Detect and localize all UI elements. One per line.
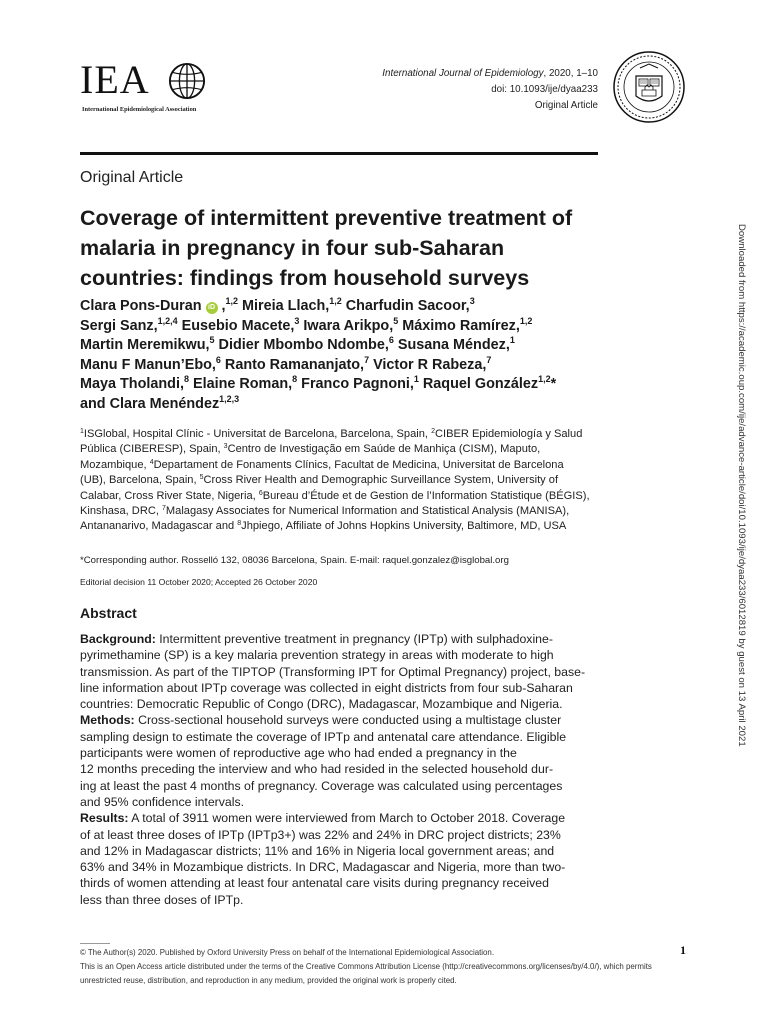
download-notice [733, 224, 747, 804]
affiliation-marker: 1,2,3 [219, 393, 240, 404]
corresponding-author: *Corresponding author. Rosselló 132, 08036 Barcelona, Spain. E-mail: raquel.gonzalez@isglobal.org [80, 555, 509, 566]
text-run: Centro de Investigação em Saúde de Manhiça (CISM), Maputo, [227, 443, 541, 456]
abstract-line [80, 680, 602, 696]
text-run: Raquel González [418, 376, 539, 393]
affiliation-marker: 7 [486, 354, 492, 365]
iea-logo [80, 57, 220, 120]
text-run: A total of 3911 women were interviewed from March to October 2018. Coverage [128, 811, 566, 826]
abstract-heading: Abstract [80, 605, 137, 621]
text-run: transmission. As part of the TIPTOP (Transforming IPT for Optimal Pregnancy) project, base- [80, 664, 586, 679]
text-run: Martin Meremikwu, [80, 337, 210, 354]
text-run: Franco Pagnoni, [297, 376, 414, 393]
abstract-line [80, 892, 602, 908]
text-run: countries: Democratic Republic of Congo (DRC), Madagascar, Mozambique and Nigeria. [80, 697, 563, 712]
journal-seal-icon [612, 50, 686, 124]
affiliation-marker: 2 [431, 428, 435, 435]
affiliation-marker: 1,2 [225, 296, 239, 306]
abstract-line [80, 664, 602, 680]
abstract-line [80, 843, 602, 859]
affiliation-line [80, 427, 602, 442]
text-run: Ranto Ramananjato, [220, 356, 365, 373]
abstract-line [80, 647, 602, 663]
article-type: Original Article [80, 169, 184, 186]
text-run: Antananarivo, Madagascar and [80, 520, 238, 533]
abstract-line [80, 745, 602, 761]
text-run: Charfudin Sacoor, [341, 298, 470, 314]
affiliation-marker: 1 [80, 428, 84, 435]
affiliation-marker: 3 [294, 315, 300, 326]
article-title: Coverage of intermittent preventive treatment of malaria in pregnancy in four sub-Saharan countries: findings from household surveys [80, 206, 573, 290]
text-run: Victor R Rabeza, [369, 356, 487, 373]
abstract-line [80, 794, 602, 810]
affiliation-marker: 3 [223, 443, 228, 451]
journal-name: International Journal of Epidemiology [382, 68, 544, 79]
affiliation-marker: 4 [149, 458, 154, 466]
affiliation-line [80, 519, 602, 534]
logo-text: IEA [80, 57, 150, 102]
text-run: 63% and 34% in Mozambique districts. In DRC, Madagascar and Nigeria, more than two- [80, 860, 566, 875]
text-run: Maya Tholandi, [80, 376, 184, 393]
logo-subtitle: International Epidemiological Association [82, 106, 197, 113]
article-type-header: Original Article [534, 100, 598, 111]
download-notice-text: Downloaded from https://academic.oup.com/ije/advance-article/doi/10.1093/ije/dyaa233/6012819 by guest on 13 April 2021 [736, 224, 747, 747]
text-run: Cross River Health and Demographic Surveillance System, University of [203, 474, 559, 487]
text-run: Sergi Sanz, [80, 317, 158, 334]
section-label: Results: [80, 811, 129, 826]
text-run: and 95% confidence intervals. [80, 794, 245, 809]
header-rule [80, 152, 598, 155]
text-run: less than three doses of IPTp. [80, 892, 244, 907]
affiliation-marker: 1,2 [538, 374, 551, 385]
text-run: Malagasy Associates for Numerical Information and Statistical Analysis (MANISA), [165, 505, 570, 518]
globe-icon [168, 62, 206, 100]
journal-year-pages: , 2020, 1–10 [543, 68, 598, 79]
affiliation-line [80, 442, 602, 457]
text-run: Eusebio Macete, [177, 317, 295, 334]
text-run: Jhpiego, Affiliate of Johns Hopkins University, Baltimore, MD, USA [241, 520, 567, 533]
text-run: , [217, 298, 226, 314]
text-run: Elaine Roman, [188, 376, 293, 393]
section-label: Background: [80, 632, 156, 646]
text-run: of at least three doses of IPTp (IPTp3+) was 22% and 24% in DRC project districts; 23% [80, 827, 561, 842]
abstract-line [80, 631, 602, 647]
footer-rule [80, 943, 110, 944]
affiliation-marker: 6 [258, 489, 263, 497]
journal-info [382, 66, 598, 114]
abstract-body [80, 631, 602, 908]
affiliation-marker: 1 [413, 374, 419, 385]
text-run: Intermittent preventive treatment in pregnancy (IPTp) with sulphadoxine- [155, 632, 553, 646]
affiliation-marker: 5 [199, 474, 204, 482]
text-run: Máximo Ramírez, [398, 317, 520, 334]
text-run: pyrimethamine (SP) is a key malaria prevention strategy in areas with moderate to high [80, 648, 554, 663]
license-footer [80, 946, 652, 988]
affiliation-marker: 8 [183, 374, 189, 385]
footer-line: © The Author(s) 2020. Published by Oxford University Press on behalf of the International Epidemiological Association. [80, 948, 495, 957]
text-run: sampling design to estimate the coverage of IPTp and antenatal care attendance. Eligible [80, 729, 567, 744]
affiliation-marker: 6 [215, 354, 221, 365]
text-run: ISGlobal, Hospital Clínic - Universitat de Barcelona, Barcelona, Spain, [83, 428, 432, 440]
affiliation-line [80, 458, 602, 473]
abstract-line [80, 859, 602, 875]
affiliation-marker: 1,2 [519, 315, 533, 326]
author-line [80, 336, 610, 356]
text-run: Clara Pons-Duran [80, 298, 206, 314]
abstract-line [80, 729, 602, 745]
affiliation-marker: 3 [469, 296, 475, 306]
abstract-line [80, 761, 602, 777]
author-line [80, 356, 610, 376]
author-line [80, 395, 610, 415]
abstract-line [80, 827, 602, 843]
doi: doi: 10.1093/ije/dyaa233 [491, 84, 598, 95]
affiliation-marker: 6 [388, 335, 394, 346]
orcid-icon[interactable]: iD [206, 302, 218, 314]
editorial-dates: Editorial decision 11 October 2020; Accepted 26 October 2020 [80, 577, 318, 587]
text-run: Departament de Fonaments Clínics, Facultat de Medicina, Universitat de Barcelona [153, 458, 564, 471]
text-run: thirds of women attending at least four antenatal care visits during pregnancy received [80, 876, 549, 891]
text-run: Susana Méndez, [393, 337, 510, 354]
text-run: Manu F Manun’Ebo, [80, 356, 216, 373]
affiliation-marker: 5 [393, 315, 399, 326]
author-line [80, 317, 610, 337]
text-run: Mireia Llach, [238, 298, 330, 314]
affiliation-marker: 1 [509, 335, 515, 346]
affiliation-marker: 5 [209, 335, 215, 346]
abstract-line [80, 810, 602, 826]
author-line [80, 297, 610, 317]
text-run: and 12% in Madagascar districts; 11% and 16% in Nigeria local government areas; and [80, 843, 555, 858]
text-run: Cross-sectional household surveys were conducted using a multistage cluster [134, 713, 562, 728]
footer-line: This is an Open Access article distributed under the terms of the Creative Commons Attribution License (http://creativecommons.org/licenses/by/4.0/), which permits [80, 962, 652, 971]
text-run: * [550, 376, 557, 393]
text-run: Calabar, Cross River State, Nigeria, [80, 489, 259, 502]
text-run: and Clara Menéndez [80, 395, 220, 412]
author-line [80, 375, 610, 395]
affiliation-line [80, 489, 602, 504]
affiliations [80, 427, 602, 535]
page-number: 1 [680, 943, 686, 957]
text-run: 12 months preceding the interview and who had resided in the selected household dur- [80, 762, 554, 777]
text-run: Pública (CIBERESP), Spain, [80, 443, 224, 456]
text-run: Didier Mbombo Ndombe, [214, 337, 389, 354]
author-list [80, 297, 610, 415]
footer-line: unrestricted reuse, distribution, and reproduction in any medium, provided the original work is properly cited. [80, 976, 457, 985]
section-label: Methods: [80, 713, 135, 728]
affiliation-marker: 7 [364, 354, 370, 365]
text-run: Mozambique, [80, 458, 150, 471]
affiliation-marker: 1,2,4 [157, 315, 178, 326]
abstract-line [80, 875, 602, 891]
abstract-line [80, 712, 602, 728]
text-run: Iwara Arikpo, [299, 317, 394, 334]
text-run: participants were women of reproductive age who had ended a pregnancy in the [80, 746, 517, 761]
text-run: CIBER Epidemiología y Salud [434, 428, 583, 440]
affiliation-marker: 8 [237, 520, 242, 528]
affiliation-marker: 1,2 [329, 296, 342, 306]
affiliation-marker: 8 [292, 374, 298, 385]
text-run: line information about IPTp coverage was collected in eight districts from four sub-Saharan [80, 680, 573, 695]
text-run: (UB), Barcelona, Spain, [80, 474, 200, 487]
abstract-line [80, 778, 602, 794]
affiliation-marker: 7 [162, 505, 166, 513]
abstract-line [80, 696, 602, 712]
text-run: Kinshasa, DRC, [80, 505, 163, 518]
affiliation-line [80, 504, 602, 519]
text-run: ing at least the past 4 months of pregnancy. Coverage was calculated using percentages [80, 778, 563, 793]
affiliation-line [80, 473, 602, 488]
text-run: Bureau d’Étude et de Gestion de l’Information Statistique (BÉGIS), [262, 489, 590, 502]
